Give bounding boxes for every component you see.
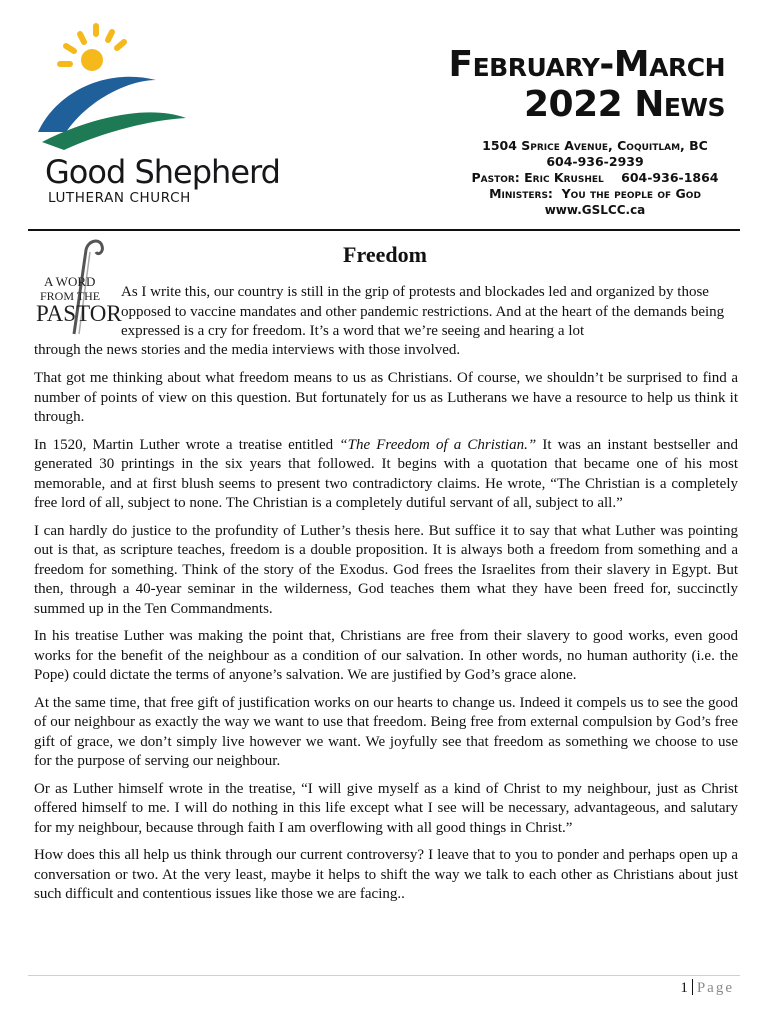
paragraph: Or as Luther himself wrote in the treatise, “I will give myself as a kind of Christ to my neighbour, just as Christ offered himself to me. I will do nothing in this life except what I see will be necessary, advantageous, and salutary for my neighbour, because through faith I am overflowing with all good things in Christ.”: [34, 780, 738, 836]
paragraph-text: In 1520, Martin Luther wrote a treatise entitled: [34, 436, 340, 453]
page-number-value: 1: [680, 980, 688, 996]
paragraph: How does this all help us think through our current controversy? I leave that to you to ponder and perhaps open up a conversation or two. At the very least, maybe it helps to shift the way we talk to each other as Christians about just such difficult and contentious issues like those we are facing..: [34, 847, 738, 902]
badge-line3: PASTOR: [36, 301, 122, 326]
header-divider: [28, 229, 740, 231]
pastor-contact: Pastor: Eric Krushel 604-936-1864: [471, 170, 719, 185]
website-link[interactable]: www.GSLCC.ca: [544, 203, 646, 217]
badge-line1: A WORD: [44, 274, 96, 289]
church-logo: [28, 20, 298, 215]
sun-wave-logo-icon: [28, 20, 298, 160]
page-number: [680, 979, 734, 997]
paragraph-text: It was an instant bestseller and generated 30 printings in the six years that followed. It begins with a quotation that became one of his most memorable, and at first blush seems to present two contradictory claims. He wrote, “The Christian is a completely free lord of all, subject to none. The Christian is a completely dutiful servant of all, subject to all.”: [34, 436, 738, 511]
ministers-line: Ministers: You the people of God: [489, 186, 701, 201]
page-separator: [692, 979, 693, 995]
footer-divider: [28, 975, 740, 976]
address: 1504 Sprice Avenue, Coquitlam, BC: [482, 138, 708, 153]
church-subtitle: LUTHERAN CHURCH: [48, 190, 191, 206]
contact-block: [450, 138, 740, 218]
paragraph: At the same time, that free gift of justification works on our hearts to change us. Indeed it compels us to see the good of our neighbour as exactly the way we want to use that freedom. Being free from external compulsion by God’s free gift of grace, we don’t simply live however we want. We joyfully see that freedom as something we choose to use for the purpose of serving our neighbour.: [34, 694, 738, 769]
page-label: Page: [696, 980, 734, 996]
phone: 604-936-2939: [546, 154, 644, 169]
paragraph: In his treatise Luther was making the point that, Christians are free from their slavery to good works, even good works for the benefit of the neighbour as a condition of our salvation. In other words, no human authority (i.e. the Pope) could dictate the terms of anyone’s salvation. We are justified by God’s grace alone.: [34, 628, 738, 683]
paragraph: I can hardly do justice to the profundity of Luther’s thesis here. But suffice it to say that what Luther was pointing out is that, as scripture teaches, freedom is a double proposition. It is always both a freedom from something and a freedom for something. Think of the story of the Exodus. God frees the Israelites from their slavery in Egypt. But then, through a 40-year seminar in the wilderness, God teaches them what they have been freed for, succinctly summed up in the Ten Commandments.: [34, 522, 738, 617]
newsletter-title-line1: February-March: [448, 44, 725, 85]
paragraph: [34, 436, 738, 514]
article-intro: As I write this, our country is still in the grip of protests and blockades led and organized by those opposed to vaccine mandates and other pandemic restrictions. And at the heart of the demands being expressed is a cry for freedom. It’s a word that we’re seeing and hearing a lot: [121, 284, 725, 339]
article-heading: Freedom: [343, 242, 427, 267]
article-body: [34, 369, 738, 913]
newsletter-title-line2: 2022 News: [523, 84, 725, 125]
paragraph: That got me thinking about what freedom means to us as Christians. Of course, we shouldn’t be surprised to find a number of points of view on this question. But fortunately for us as Lutherans we have a resource to help us think it through.: [34, 370, 738, 425]
badge-line2: FROM THE: [40, 289, 101, 303]
article-intro-continued: through the news stories and the media interviews with those involved.: [34, 342, 461, 358]
church-name: Good Shepherd: [45, 153, 280, 191]
treatise-title: “The Freedom of a Christian.”: [339, 436, 537, 453]
